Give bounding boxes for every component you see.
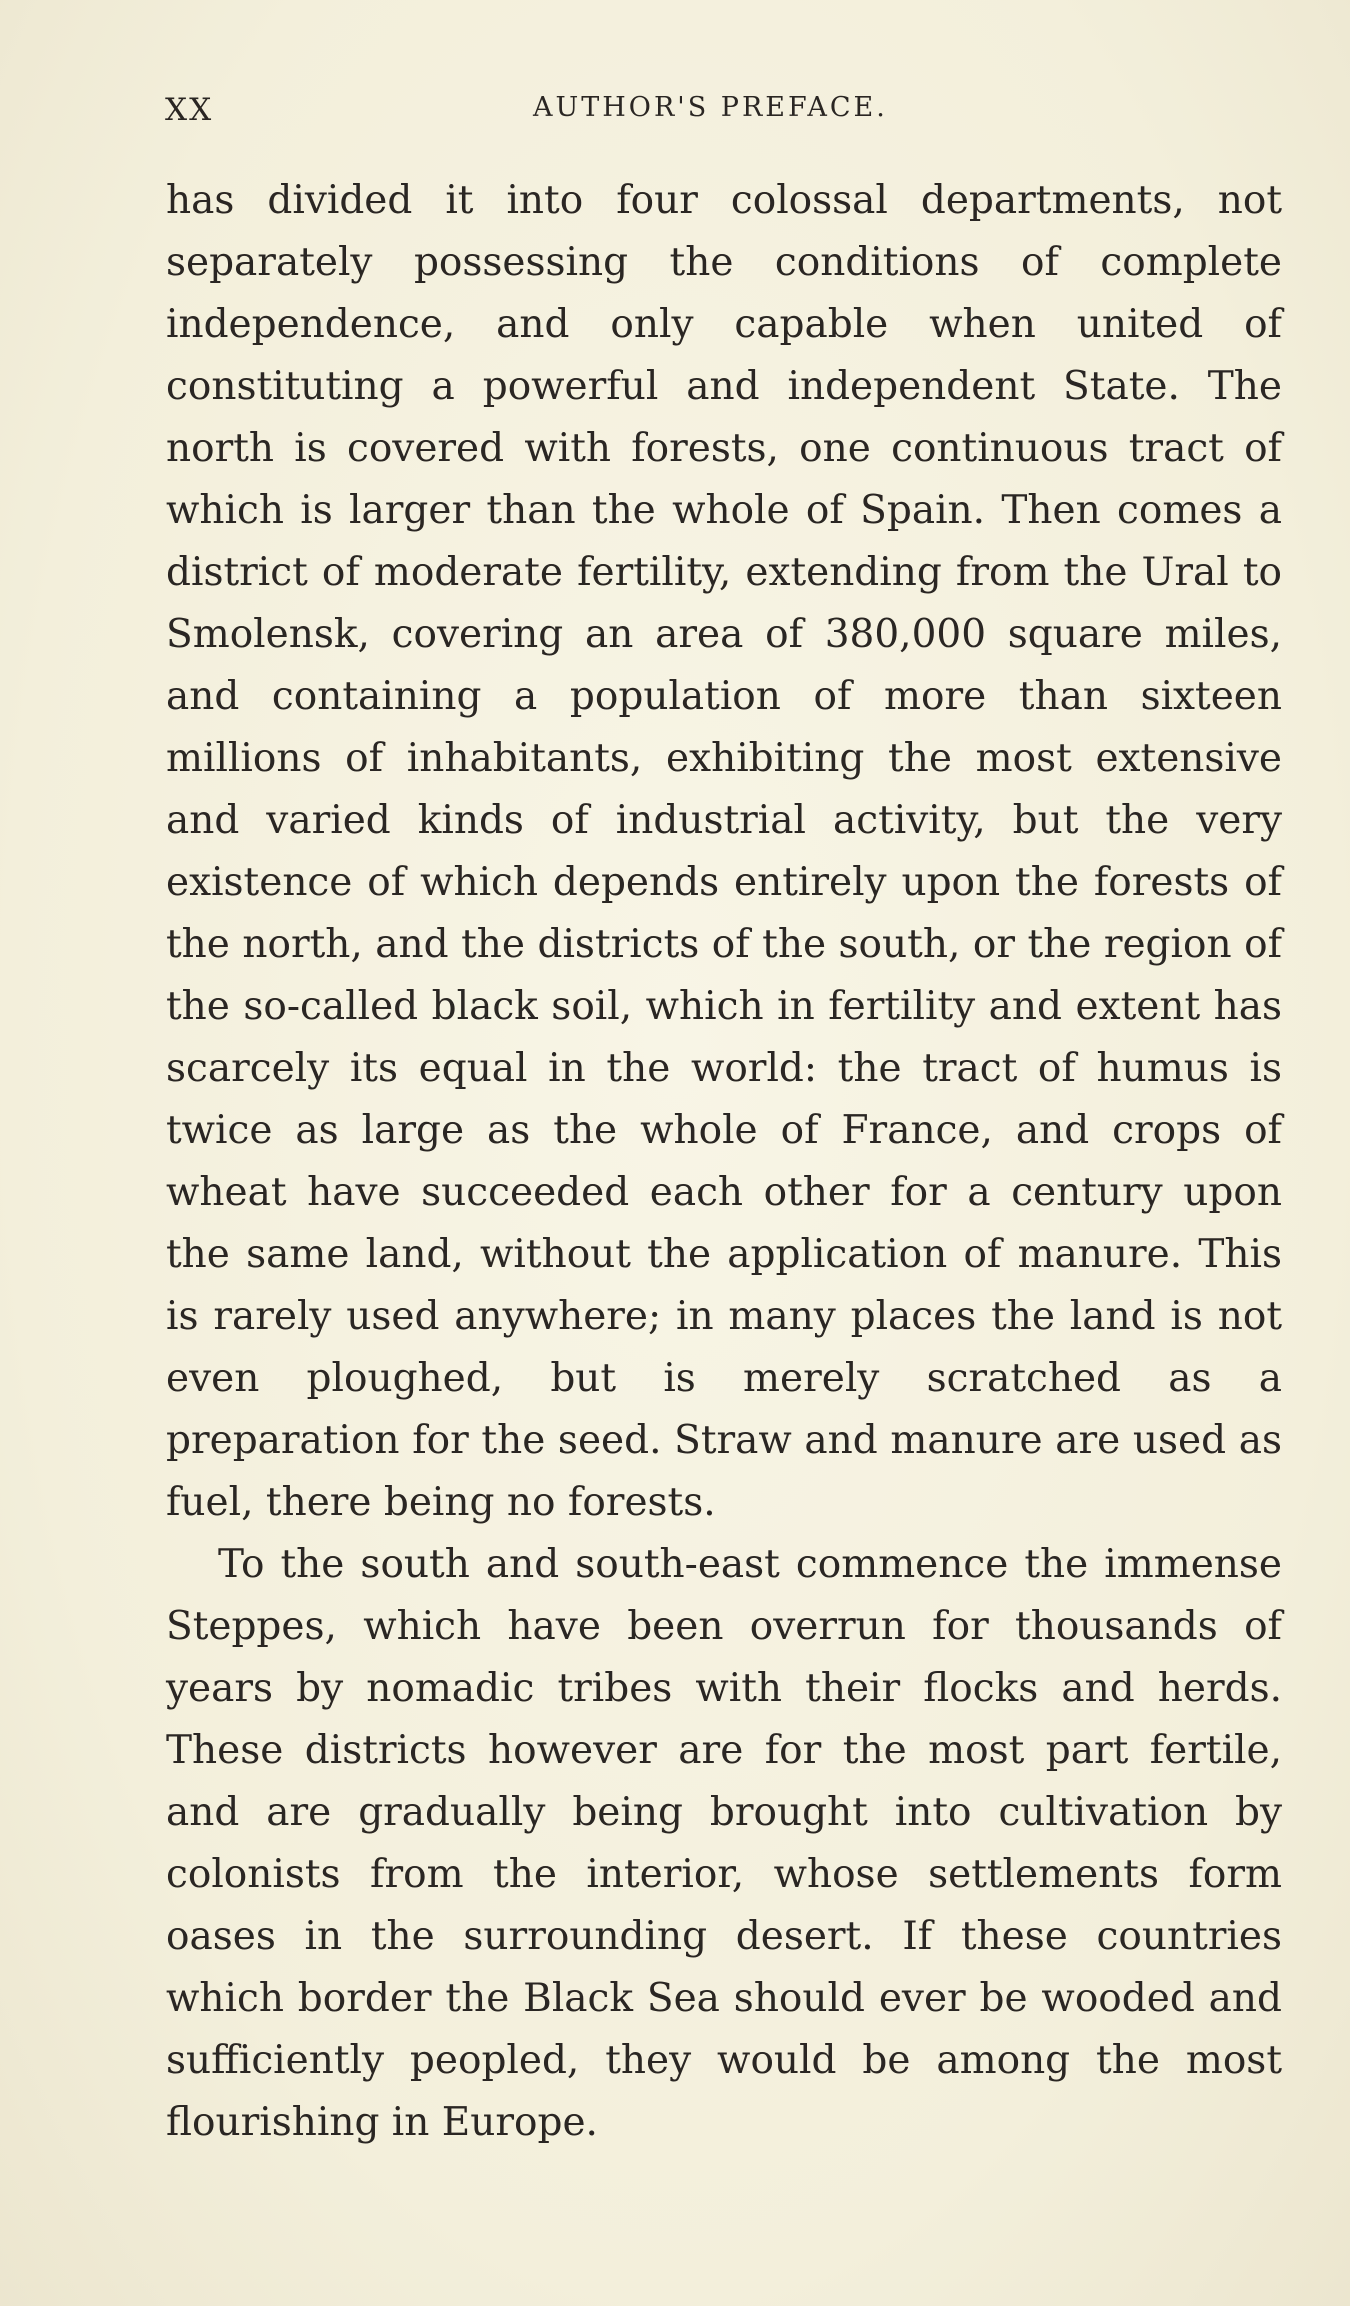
paragraph-2: To the south and south-east commence the immense Steppes, which have been overrun for thousands of years by nomadic tribes with their flocks and herds. These districts however are for the most part fertile, and are gradually being brought into cultivation by colonists from the interior, whose settlements form oases in the surrounding desert. If these countries which border the Black Sea should ever be wooded and sufficiently peopled, they would be among the most flourishing in Europe. xyxy=(166,1542,1282,2145)
paragraph-1: has divided it into four colossal departments, not separately possessing the conditions of complete independence, and only capable when united of constituting a powerful and independent State. The north is covered with forests, one continuous tract of which is larger than the whole of Spain. Then comes a district of moderate fertility, extending from the Ural to Smolensk, covering an area of 380,000 square miles, and containing a population of more than sixteen millions of inhabitants, exhibiting the most extensive and varied kinds of industrial activity, but the very existence of which depends entirely upon the forests of the north, and the districts of the south, or the region of the so-called black soil, which in fertility and extent has scarcely its equal in the world: the tract of humus is twice as large as the whole of France, and crops of wheat have succeeded each other for a century upon the same land, without the application of manure. This is rarely used anywhere; in many places the land is not even ploughed, but is merely scratched as a preparation for the seed. Straw and manure are used as fuel, there being no forests. xyxy=(166,178,1282,1525)
running-head xyxy=(165,84,1285,134)
body-text xyxy=(166,170,1282,2154)
page-number: XX xyxy=(165,92,214,128)
running-title: AUTHOR'S PREFACE. xyxy=(533,92,888,123)
